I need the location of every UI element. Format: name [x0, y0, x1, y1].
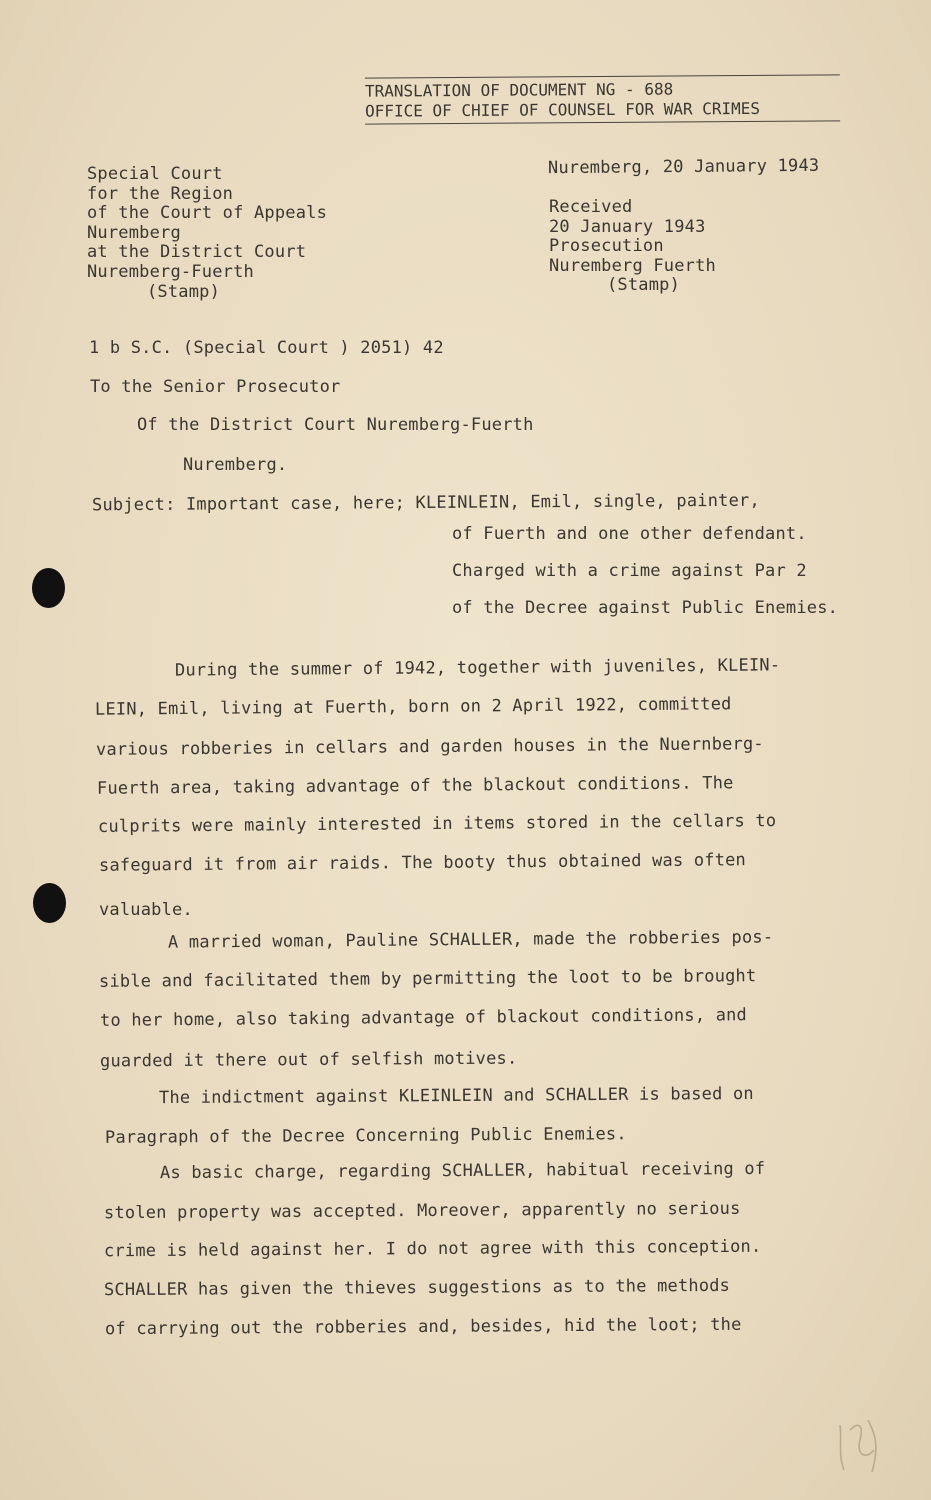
body-line: crime is held against her. I do not agree with this conception. — [103, 1236, 762, 1262]
body-line: Paragraph of the Decree Concerning Public Enemies. — [104, 1124, 627, 1148]
body-line: valuable. — [99, 900, 193, 920]
body-line: The indictment against KLEINLEIN and SCHALLER is based on — [158, 1083, 754, 1109]
subject-text: Important case, here; — [185, 493, 406, 515]
received-line: Received — [549, 197, 633, 217]
recipient-line: Nuremberg. — [183, 455, 288, 475]
received-stamp: (Stamp) — [607, 275, 681, 296]
subject-text: KLEINLEIN, Emil, single, painter, — [415, 490, 760, 514]
body-line: SCHALLER has given the thieves suggestions as to the methods — [103, 1275, 731, 1301]
sender-block — [87, 165, 327, 302]
subject-line: Charged with a crime against Par 2 — [452, 561, 807, 581]
subject-line — [92, 491, 760, 516]
recipient-line: To the Senior Prosecutor — [90, 377, 341, 397]
subject-line: of the Decree against Public Enemies. — [452, 598, 839, 618]
header-document-number: TRANSLATION OF DOCUMENT NG - 688 — [364, 79, 674, 101]
received-stamp-block — [549, 198, 716, 296]
received-line: Nuremberg Fuerth — [549, 255, 716, 276]
body-line: culprits were mainly interested in items stored in the cellars to — [97, 811, 777, 837]
received-line: Prosecution — [549, 236, 664, 257]
body-line: various robberies in cellars and garden houses in the Nuernberg- — [95, 734, 764, 760]
sender-line: Special Court — [87, 164, 223, 184]
body-line: Fuerth area, taking advantage of the blackout conditions. The — [96, 773, 734, 799]
sender-line: for the Region — [87, 183, 234, 204]
body-line: stolen property was accepted. Moreover, apparently no serious — [103, 1198, 741, 1224]
handwritten-mark-icon — [830, 1410, 890, 1480]
sender-stamp: (Stamp) — [147, 281, 221, 302]
body-line: During the summer of 1942, together with juveniles, KLEIN- — [174, 655, 781, 681]
sender-line: of the Court of Appeals — [87, 203, 328, 224]
body-line: sible and facilitated them by permitting the loot to be brought — [98, 966, 757, 992]
punch-hole — [33, 883, 66, 923]
body-line: LEIN, Emil, living at Fuerth, born on 2 April 1922, committed — [94, 694, 732, 720]
received-line: 20 January 1943 — [549, 216, 706, 237]
body-line: to her home, also taking advantage of blackout conditions, and — [99, 1005, 748, 1031]
sender-line: at the District Court — [87, 242, 307, 263]
header-office: OFFICE OF CHIEF OF COUNSEL FOR WAR CRIMES — [365, 98, 761, 121]
recipient-line: Of the District Court Nuremberg-Fuerth — [137, 415, 534, 435]
place-date: Nuremberg, 20 January 1943 — [547, 155, 820, 179]
subject-line: of Fuerth and one other defendant. — [452, 524, 807, 544]
sender-line: Nuremberg-Fuerth — [87, 261, 254, 282]
body-line: of carrying out the robberies and, besides, hid the loot; the — [104, 1314, 742, 1340]
sender-line: Nuremberg — [87, 222, 181, 243]
punch-hole — [32, 568, 65, 608]
body-line: A married woman, Pauline SCHALLER, made the robberies pos- — [167, 927, 774, 953]
body-line: guarded it there out of selfish motives. — [99, 1048, 518, 1072]
file-reference: 1 b S.C. (Special Court ) 2051) 42 — [89, 338, 444, 358]
body-line: As basic charge, regarding SCHALLER, habitual receiving of — [159, 1158, 766, 1184]
body-line: safeguard it from air raids. The booty thus obtained was often — [98, 850, 747, 876]
translation-header — [365, 74, 840, 124]
subject-label: Subject: — [91, 494, 176, 516]
